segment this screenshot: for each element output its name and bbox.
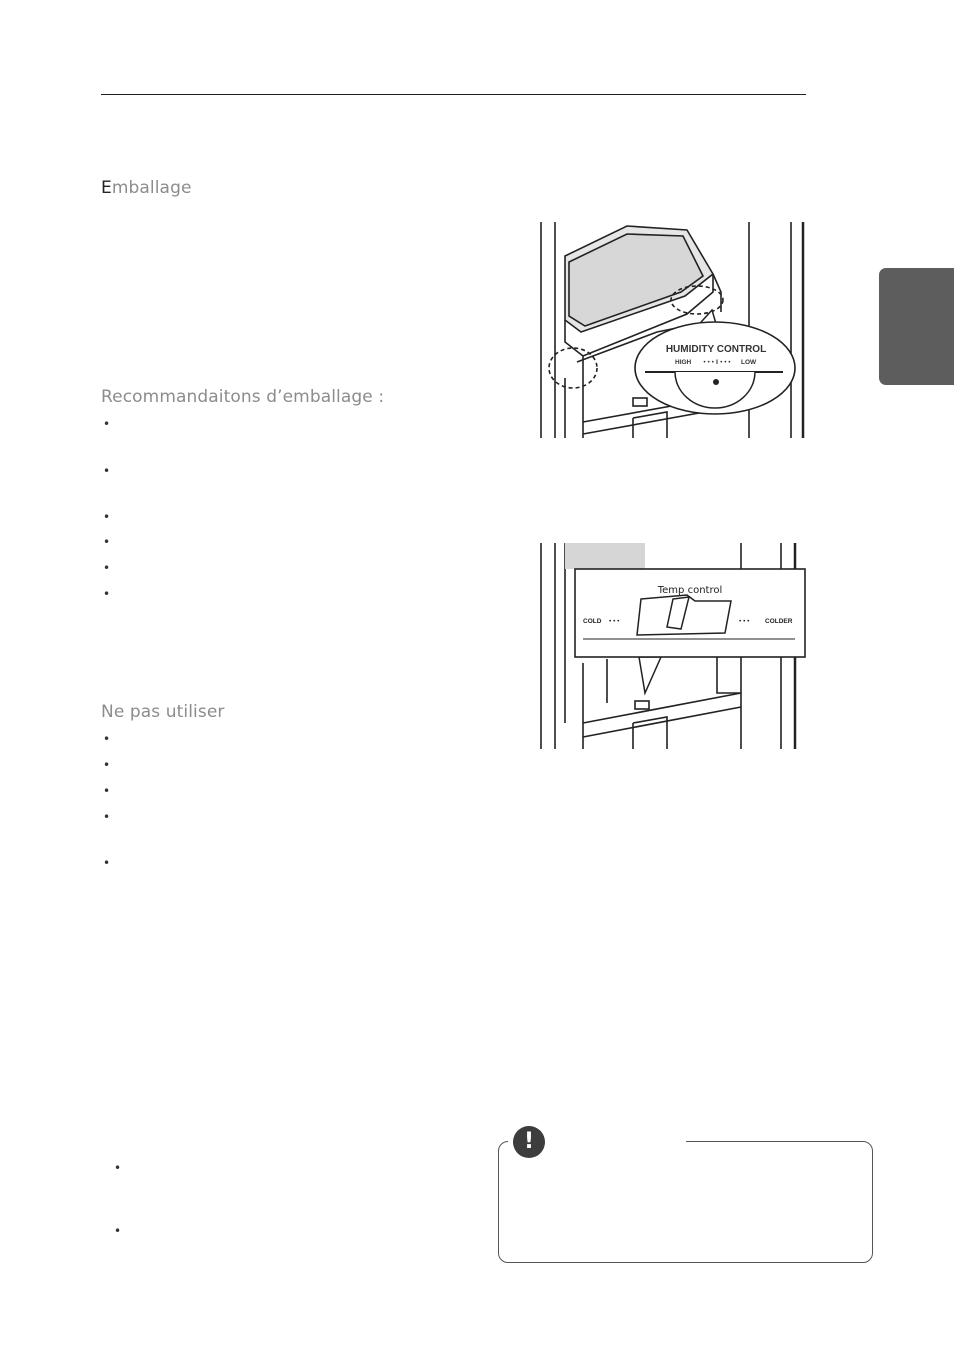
- bullet-marker: •: [103, 732, 111, 746]
- bullet-marker: •: [114, 1161, 122, 1175]
- bullet-marker: •: [103, 561, 111, 575]
- heading-emballage: Emballage: [101, 178, 192, 198]
- bullet-marker: •: [114, 1224, 122, 1238]
- bullet-marker: •: [103, 758, 111, 772]
- temp-colder-label: COLDER: [765, 618, 793, 625]
- bullet-marker: •: [103, 464, 111, 478]
- humidity-control-illustration: [537, 222, 807, 438]
- heading-ne-pas-utiliser: Ne pas utiliser: [101, 702, 225, 722]
- humidity-dots: • • • ‖ • • •: [703, 359, 731, 366]
- temp-cold-label: COLD: [583, 618, 602, 625]
- bullet-marker: •: [103, 784, 111, 798]
- exclamation-icon: !: [513, 1126, 545, 1158]
- header-rule: [101, 94, 806, 95]
- humidity-low-label: LOW: [741, 359, 757, 366]
- humidity-title: HUMIDITY CONTROL: [665, 344, 767, 355]
- bullet-marker: •: [103, 535, 111, 549]
- bullet-marker: •: [103, 417, 111, 431]
- note-box: [498, 1141, 873, 1263]
- chapter-tab: [879, 268, 954, 385]
- temp-dots-left: • • •: [609, 618, 620, 625]
- bullet-marker: •: [103, 810, 111, 824]
- temp-dots-right: • • •: [739, 618, 750, 625]
- bullet-marker: •: [103, 510, 111, 524]
- humidity-high-label: HIGH: [675, 359, 692, 366]
- temp-title: Temp control: [657, 585, 723, 596]
- bullet-marker: •: [103, 587, 111, 601]
- temp-control-illustration: [537, 543, 807, 749]
- heading-recommandations: Recommandaitons d’emballage :: [101, 387, 385, 407]
- bullet-marker: •: [103, 856, 111, 870]
